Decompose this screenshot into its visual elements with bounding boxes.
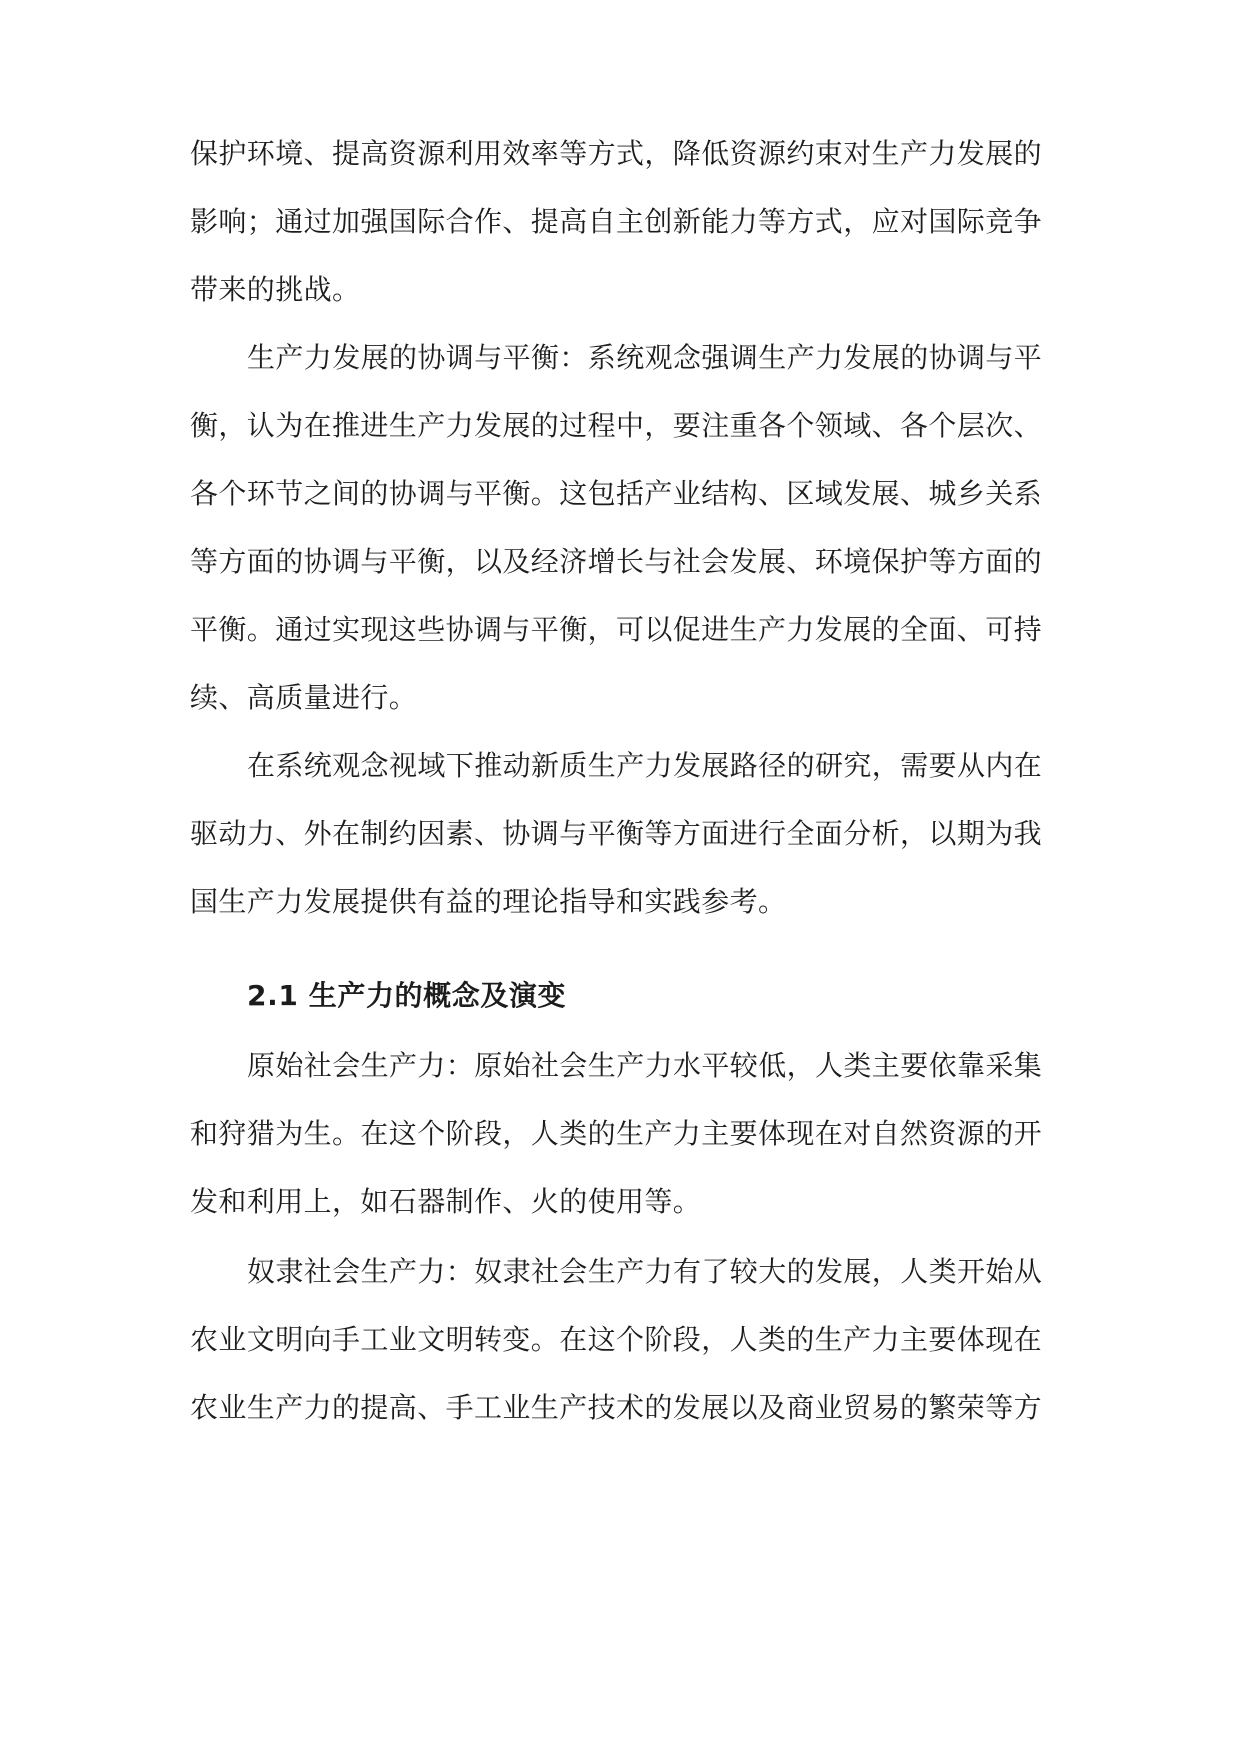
paragraph-line: 国生产力发展提供有益的理论指导和实践参考。 <box>190 885 787 918</box>
paragraph-line: 原始社会生产力：原始社会生产力水平较低，人类主要依靠采集 <box>247 1049 1043 1082</box>
paragraph-line: 农业文明向手工业文明转变。在这个阶段，人类的生产力主要体现在 <box>190 1323 1043 1356</box>
paragraph-line: 生产力发展的协调与平衡：系统观念强调生产力发展的协调与平 <box>247 341 1043 374</box>
paragraph-line: 平衡。通过实现这些协调与平衡，可以促进生产力发展的全面、可持 <box>190 613 1043 646</box>
paragraph-line: 在系统观念视域下推动新质生产力发展路径的研究，需要从内在 <box>247 749 1043 782</box>
paragraph-line: 各个环节之间的协调与平衡。这包括产业结构、区域发展、城乡关系 <box>190 477 1043 510</box>
paragraph-line: 影响；通过加强国际合作、提高自主创新能力等方式，应对国际竞争 <box>190 205 1043 238</box>
paragraph-line: 带来的挑战。 <box>190 273 361 306</box>
paragraph-line: 保护环境、提高资源利用效率等方式，降低资源约束对生产力发展的 <box>190 137 1043 170</box>
paragraph-line: 奴隶社会生产力：奴隶社会生产力有了较大的发展，人类开始从 <box>247 1255 1043 1288</box>
paragraph-line: 发和利用上，如石器制作、火的使用等。 <box>190 1185 702 1218</box>
section-heading: 2.1 生产力的概念及演变 <box>247 979 567 1012</box>
paragraph-line: 和狩猎为生。在这个阶段，人类的生产力主要体现在对自然资源的开 <box>190 1117 1043 1150</box>
paragraph-line: 等方面的协调与平衡，以及经济增长与社会发展、环境保护等方面的 <box>190 545 1043 578</box>
paragraph-line: 续、高质量进行。 <box>190 681 418 714</box>
paragraph-line: 农业生产力的提高、手工业生产技术的发展以及商业贸易的繁荣等方 <box>190 1391 1043 1424</box>
paragraph-line: 驱动力、外在制约因素、协调与平衡等方面进行全面分析，以期为我 <box>190 817 1043 850</box>
paragraph-line: 衡，认为在推进生产力发展的过程中，要注重各个领域、各个层次、 <box>190 409 1043 442</box>
